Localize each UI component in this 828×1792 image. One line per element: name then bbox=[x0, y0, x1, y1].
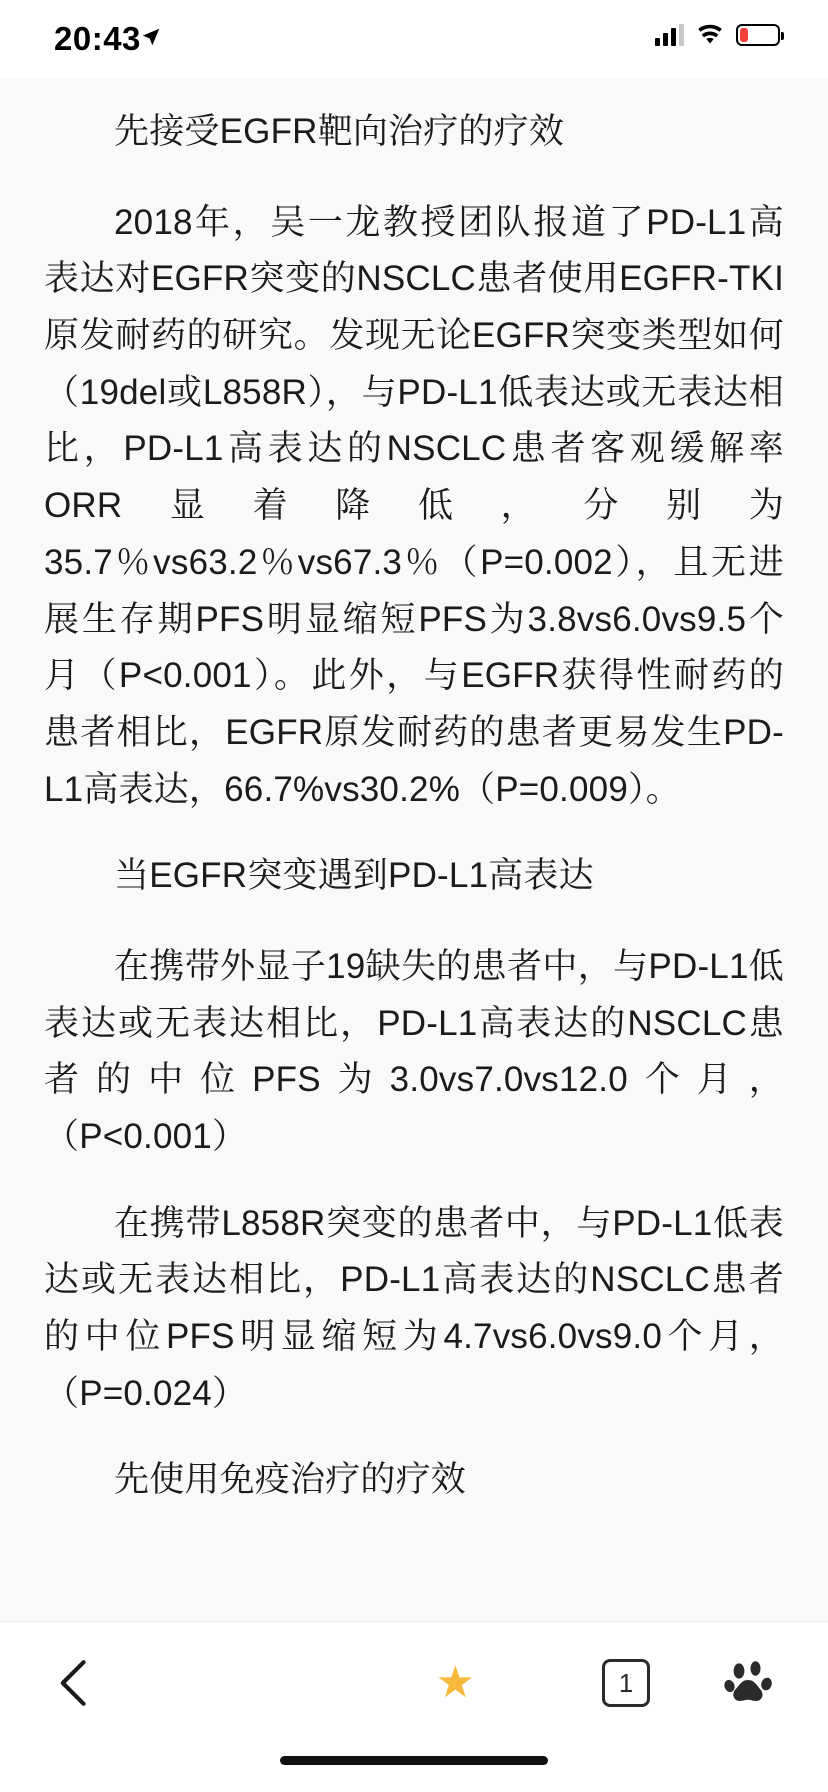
article-paragraph-1: 2018年，吴一龙教授团队报道了PD-L1高表达对EGFR突变的NSCLC患者使用EGFR-TKI原发耐药的研究。发现无论EGFR突变类型如何（19del或L858R），与PD-L1低表达或无表达相比，PD-L1高表达的NSCLC患者客观缓解率ORR显着降低，分别为35.7％vs63.2％vs67.3％（P=0.002），且无进展生存期PFS明显缩短PFS为3.8vs6.0vs9.5个月（P<0.001）。此外，与EGFR获得性耐药的患者相比，EGFR原发耐药的患者更易发生PD-L1高表达，66.7%vs30.2%（P=0.009）。 bbox=[44, 202, 784, 809]
status-bar-time: 20:43 bbox=[54, 20, 141, 57]
home-indicator[interactable] bbox=[280, 1756, 548, 1765]
wifi-icon bbox=[696, 24, 724, 46]
home-indicator-area bbox=[0, 1744, 828, 1792]
baidu-paw-icon[interactable] bbox=[724, 1657, 776, 1709]
location-arrow-icon bbox=[140, 26, 162, 48]
article-heading-1: 先接受EGFR靶向治疗的疗效 bbox=[114, 112, 565, 151]
battery-low-icon bbox=[736, 24, 780, 46]
status-bar-indicators bbox=[655, 24, 780, 46]
article-heading-2: 当EGFR突变遇到PD-L1高表达 bbox=[114, 856, 594, 896]
browser-toolbar bbox=[0, 1621, 828, 1744]
article-paragraph-2: 在携带外显子19缺失的患者中，与PD-L1低表达或无表达相比，PD-L1高表达的NSCLC患者的中位PFS为3.0vs7.0vs12.0个月，（P<0.001） bbox=[44, 946, 784, 1156]
status-bar bbox=[0, 0, 828, 78]
tab-count-label: 1 bbox=[618, 1667, 634, 1698]
tab-count-button[interactable] bbox=[602, 1659, 650, 1707]
star-icon[interactable]: ★ bbox=[435, 1658, 476, 1707]
article-heading-3: 先使用免疫治疗的疗效 bbox=[114, 1460, 467, 1500]
article-paragraph-3: 在携带L858R突变的患者中，与PD-L1低表达或无表达相比，PD-L1高表达的NSCLC患者的中位PFS明显缩短为4.7vs6.0vs9.0个月，（P=0.024） bbox=[44, 1203, 784, 1413]
cellular-signal-icon bbox=[655, 24, 684, 46]
chevron-left-icon[interactable] bbox=[54, 1659, 94, 1707]
article-content[interactable] bbox=[0, 78, 828, 1621]
